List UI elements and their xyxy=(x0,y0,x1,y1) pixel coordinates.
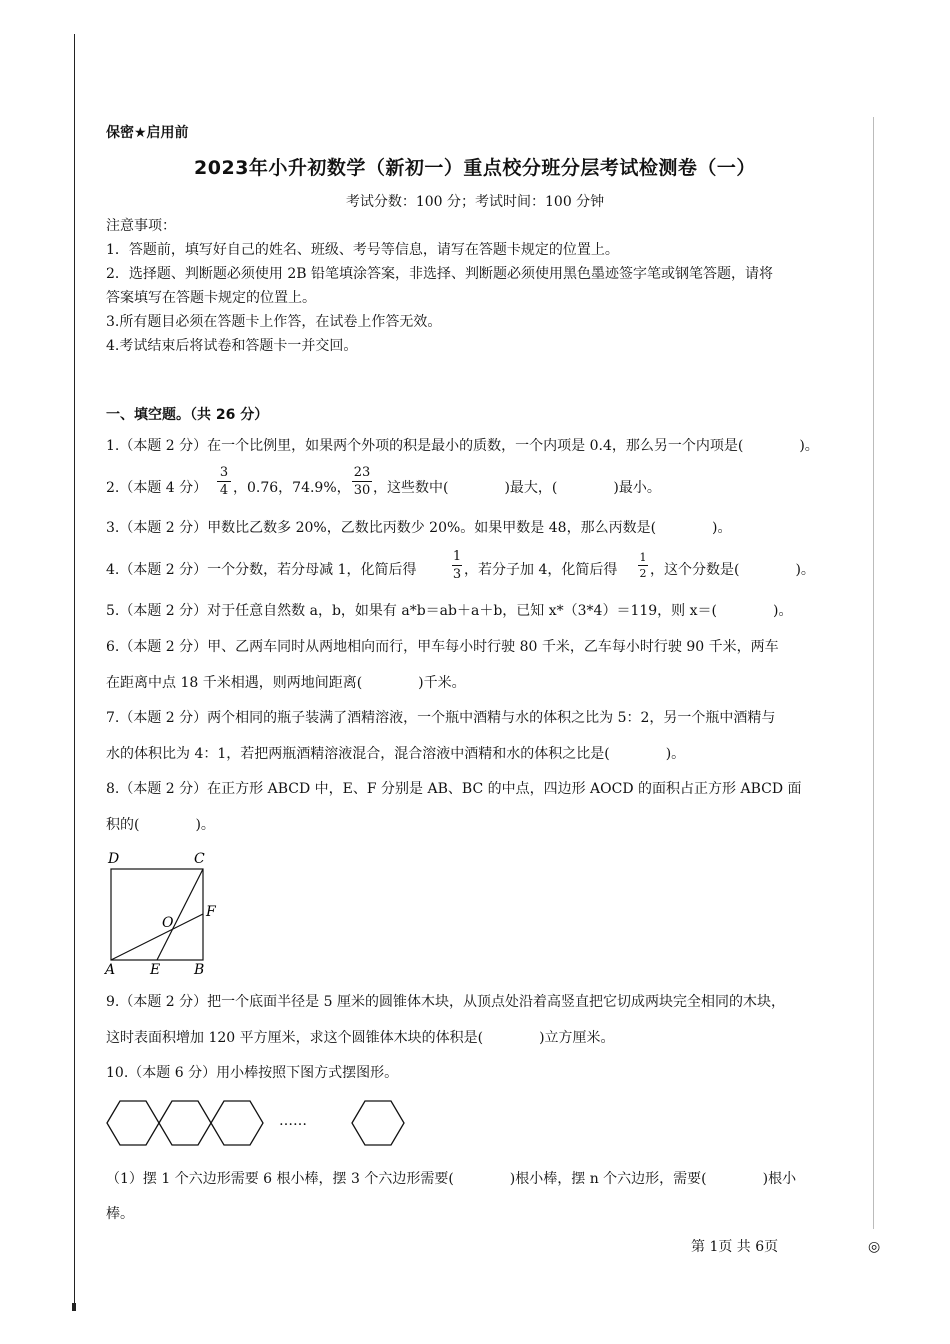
label-f: F xyxy=(206,904,216,920)
question-7-line2: 水的体积比为 4：1，若把两瓶酒精溶液混合，混合溶液中酒精和水的体积之比是( )。 xyxy=(106,746,686,762)
label-a: A xyxy=(105,962,116,978)
question-10: 10.（本题 6 分）用小棒按照下图方式摆图形。 xyxy=(106,1065,399,1081)
note-item: 3.所有题目必须在答题卡上作答，在试卷上作答无效。 xyxy=(106,314,442,330)
right-margin-line xyxy=(873,117,874,1229)
label-o: O xyxy=(162,915,174,931)
question-9-line2: 这时表面积增加 120 平方厘米，求这个圆锥体木块的体积是( )立方厘米。 xyxy=(106,1030,615,1046)
binding-mark xyxy=(72,1303,76,1311)
page-number: 第 1页 共 6页 xyxy=(691,1239,779,1255)
question-7-line1: 7.（本题 2 分）两个相同的瓶子装满了酒精溶液，一个瓶中酒精与水的体积之比为 5：2，另一个瓶中酒精与 xyxy=(106,710,776,726)
note-item: 答案填写在答题卡规定的位置上。 xyxy=(106,290,316,306)
hexagon-shape xyxy=(107,1101,159,1145)
fraction-1-3 xyxy=(452,550,462,581)
question-4-prefix: 4.（本题 2 分）一个分数，若分母减 1，化简后得 xyxy=(106,562,417,578)
question-8-line2: 积的( )。 xyxy=(106,817,215,833)
question-4-middle: ，若分子加 4，化简后得 xyxy=(464,562,618,578)
question-6-line2: 在距离中点 18 千米相遇，则两地间距离( )千米。 xyxy=(106,675,466,691)
fraction-1-2 xyxy=(638,552,648,579)
square-outline xyxy=(111,869,203,960)
fraction-denominator: 3 xyxy=(452,567,462,582)
question-2-suffix: ，这些数中( )最大，( )最小。 xyxy=(373,480,661,496)
question-1: 1.（本题 2 分）在一个比例里，如果两个外项的积是最小的质数，一个内项是 0.4，那么另一个内项是( )。 xyxy=(106,438,819,454)
question-3: 3.（本题 2 分）甲数比乙数多 20%，乙数比丙数少 20%。如果甲数是 48，那么丙数是( )。 xyxy=(106,520,732,536)
secret-label: 保密★启用前 xyxy=(106,125,189,141)
fraction-3-4 xyxy=(217,466,231,497)
hexagon-shape xyxy=(211,1101,263,1145)
question-4-suffix: ，这个分数是( )。 xyxy=(650,562,815,578)
label-c: C xyxy=(194,851,205,867)
question-2-middle: ，0.76，74.9%， xyxy=(233,480,351,496)
notes-heading: 注意事项： xyxy=(106,218,176,234)
question-2-prefix: 2.（本题 4 分） xyxy=(106,480,208,496)
question-8-line1: 8.（本题 2 分）在正方形 ABCD 中，E、F 分别是 AB、BC 的中点，四边形 AOCD 的面积占正方形 ABCD 面 xyxy=(106,781,802,797)
fraction-denominator: 30 xyxy=(353,483,371,498)
fraction-denominator: 4 xyxy=(219,483,229,498)
fraction-numerator: 3 xyxy=(219,465,229,480)
footer-mark: ◎ xyxy=(868,1239,881,1255)
question-6-line1: 6.（本题 2 分）甲、乙两车同时从两地相向而行，甲车每小时行驶 80 千米，乙车每小时行驶 90 千米，两车 xyxy=(106,639,779,655)
fraction-numerator: 1 xyxy=(452,549,462,564)
fraction-numerator: 23 xyxy=(353,465,371,480)
page-title: 2023年小升初数学（新初一）重点校分班分层考试检测卷（一） xyxy=(194,157,756,179)
hexagon-shape xyxy=(352,1101,404,1145)
note-item: 2．选择题、判断题必须使用 2B 铅笔填涂答案，非选择、判断题必须使用黑色墨迹签字笔或钢笔答题，请将 xyxy=(106,266,774,282)
question-10-sub1-line2: 棒。 xyxy=(106,1206,134,1222)
hexagon-sequence-figure xyxy=(100,1092,420,1156)
hexagon-shape xyxy=(159,1101,211,1145)
label-e: E xyxy=(150,962,161,978)
note-item: 4.考试结束后将试卷和答题卡一并交回。 xyxy=(106,338,358,354)
binding-line xyxy=(74,34,75,1310)
fraction-denominator: 2 xyxy=(639,567,647,580)
segment-af xyxy=(111,914,203,960)
fraction-numerator: 1 xyxy=(639,551,647,564)
label-d: D xyxy=(108,851,120,867)
question-9-line1: 9.（本题 2 分）把一个底面半径是 5 厘米的圆锥体木块，从顶点处沿着高竖直把它切成两块完全相同的木块， xyxy=(106,994,785,1010)
label-b: B xyxy=(194,962,205,978)
exam-info: 考试分数：100 分；考试时间：100 分钟 xyxy=(345,194,605,210)
note-item: 1．答题前，填写好自己的姓名、班级、考号等信息，请写在答题卡规定的位置上。 xyxy=(106,242,619,258)
ellipsis: …… xyxy=(279,1113,307,1129)
square-abcd-figure xyxy=(100,846,230,980)
question-5: 5.（本题 2 分）对于任意自然数 a，b，如果有 a*b＝ab＋a＋b，已知 x*（3*4）＝119，则 x＝( )。 xyxy=(106,603,793,619)
question-10-sub1-line1: （1）摆 1 个六边形需要 6 根小棒，摆 3 个六边形需要( )根小棒，摆 n 个六边形，需要( )根小 xyxy=(106,1171,797,1187)
fraction-23-30 xyxy=(352,466,372,497)
section-heading: 一、填空题。（共 26 分） xyxy=(106,407,269,423)
